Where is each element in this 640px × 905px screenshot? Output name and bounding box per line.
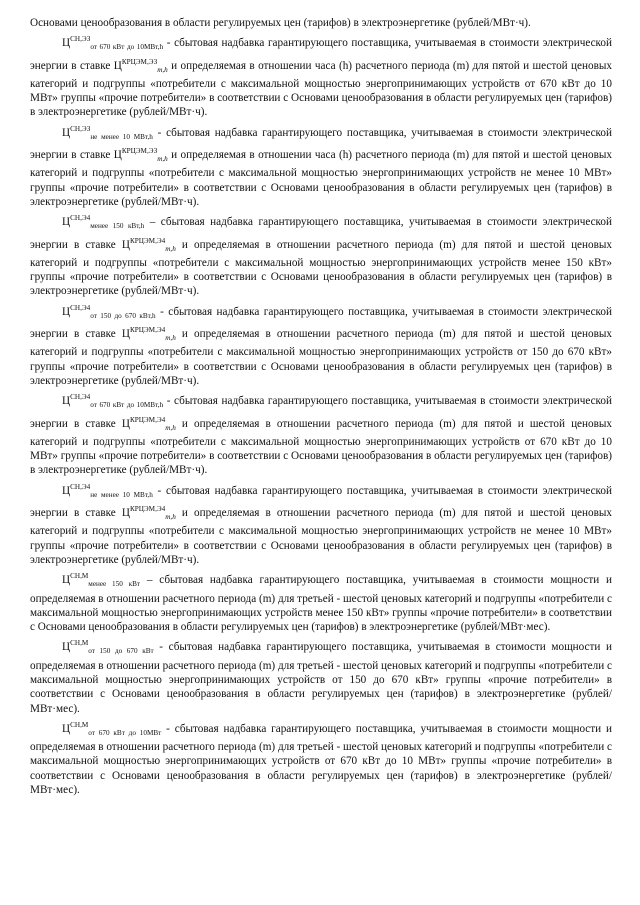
definition-paragraph bbox=[30, 390, 612, 477]
paragraph-text: - сбытовая надбавка гарантирующего поставщика, учитываемая в стоимости электрической энергии в ставке bbox=[30, 395, 612, 430]
paragraph-text: - сбытовая надбавка гарантирующего поставщика, учитываемая в стоимости электрической энергии в ставке bbox=[30, 126, 612, 162]
paragraph-text: и определяемая в отношении часа (h) расчетного периода (m) для пятой и шестой ценовых категорий и подгруппы «потребители с максимальной мощностью энергопринимающих устройств от 670 кВт до 10 МВт» группы «прочие потребители» в соответствии с Основами ценообразования в области регулируемых цен (тарифов) в электроэнергетике (рублей/МВт·ч). bbox=[30, 59, 612, 119]
paragraph-text: и определяемая в отношении часа (h) расчетного периода (m) для пятой и шестой ценовых категорий и подгруппы «потребители с максимальной мощностью энергопринимающих устройств не менее 10 МВт» группы «прочие потребители» в соответствии с Основами ценообразования в области регулируемых цен (тарифов) в электроэнергетике (рублей/МВт·ч). bbox=[30, 149, 612, 208]
paragraph-text: - сбытовая надбавка гарантирующего поставщика, учитываемая в стоимости мощности и определяемая в отношении расчетного периода (m) для третьей - шестой ценовых категорий и подгруппы «потребители с максимальной мощностью энергопринимающих устройств от 150 до 670 кВт» группы «прочие потребители» в соответствии с Основами ценообразования в области регулируемых цен (тарифов) в электроэнергетике (рублей/МВт·мес). bbox=[30, 641, 612, 715]
definition-paragraph bbox=[30, 480, 612, 567]
formula-symbol: $Ц^{СН,Э4}_{от 670 кВт до 10МВт,h}$ bbox=[62, 393, 164, 410]
formula-symbol: $Ц^{КРЦЭМ,Э4}_{m,h}$ bbox=[121, 415, 176, 432]
formula-symbol: $Ц^{КРЦЭМ,Э4}_{m,h}$ bbox=[121, 236, 176, 253]
paragraph-continuation bbox=[30, 16, 612, 30]
definition-paragraph bbox=[30, 636, 612, 715]
definition-paragraph bbox=[30, 718, 612, 797]
document-page bbox=[30, 16, 612, 799]
formula-symbol: $Ц^{КРЦЭМ,ЭЗ}_{m,h}$ bbox=[113, 57, 168, 74]
paragraph-text: и определяемая в отношении расчетного периода (m) для пятой и шестой ценовых категорий и подгруппы «потребители с максимальной мощностью энергопринимающих устройств не менее 10 МВт» группы «прочие потребители» в соответствии с Основами ценообразования в области регулируемых цен (тарифов) в электроэнергетике (рублей/МВт·ч). bbox=[30, 507, 612, 566]
formula-symbol: $Ц^{СН,Э4}_{не менее 10 МВт,h}$ bbox=[62, 482, 153, 499]
formula-symbol: $Ц^{СН,ЭЗ}_{от 670 кВт до 10МВт,h}$ bbox=[62, 35, 164, 52]
formula-symbol: $Ц^{КРЦЭМ,Э4}_{m,h}$ bbox=[121, 326, 176, 343]
formula-symbol: $Ц^{КРЦЭМ,ЭЗ}_{m,h}$ bbox=[113, 147, 168, 164]
definition-paragraph bbox=[30, 301, 612, 388]
paragraph-text: и определяемая в отношении расчетного периода (m) для пятой и шестой ценовых категорий и подгруппы «потребители с максимальной мощностью энергопринимающих устройств от 670 кВт до 10 МВт» группы «прочие потребители» в соответствии с Основами ценообразования в области регулируемых цен (тарифов) в электроэнергетике (рублей/МВт·ч). bbox=[30, 417, 612, 477]
paragraph-text: – сбытовая надбавка гарантирующего поставщика, учитываемая в стоимости электрической энергии в ставке bbox=[30, 216, 612, 251]
formula-symbol: $Ц^{СН,М}_{от 670 кВт до 10МВт}$ bbox=[62, 720, 162, 737]
definition-paragraph bbox=[30, 569, 612, 634]
paragraph-text: - сбытовая надбавка гарантирующего поставщика, учитываемая в стоимости электрической энергии в ставке bbox=[30, 484, 612, 520]
paragraph-text: и определяемая в отношении расчетного периода (m) для пятой и шестой ценовых категорий и подгруппы «потребители с максимальной мощностью энергопринимающих устройств от 150 до 670 кВт» группы «прочие потребители» в соответствии с Основами ценообразования в области регулируемых цен (тарифов) в электроэнергетике (рублей/МВт·ч). bbox=[30, 328, 612, 387]
paragraph-text: Основами ценообразования в области регулируемых цен (тарифов) в электроэнергетике (рублей/МВт·ч). bbox=[30, 17, 531, 29]
formula-symbol: $Ц^{СН,Э4}_{от 150 до 670 кВт,h}$ bbox=[62, 303, 156, 320]
paragraph-text: и определяемая в отношении расчетного периода (m) для пятой и шестой ценовых категорий и подгруппы «потребители с максимальной мощностью энергопринимающих устройств менее 150 кВт» группы «прочие потребители» в соответствии с Основами ценообразования в области регулируемых цен (тарифов) в электроэнергетике (рублей/МВт·ч). bbox=[30, 238, 612, 298]
formula-symbol: $Ц^{СН,Э4}_{менее 150 кВт,h}$ bbox=[62, 214, 145, 231]
formula-symbol: $Ц^{СН,М}_{от 150 до 670 кВт}$ bbox=[62, 639, 154, 656]
paragraph-text: - сбытовая надбавка гарантирующего поставщика, учитываемая в стоимости мощности и определяемая в отношении расчетного периода (m) для третьей - шестой ценовых категорий и подгруппы «потребители с максимальной мощностью энергопринимающих устройств от 670 кВт до 10 МВт» группы «прочие потребители» в соответствии с Основами ценообразования в области регулируемых цен (тарифов) в электроэнергетике (рублей/МВт·мес). bbox=[30, 722, 612, 797]
formula-symbol: $Ц^{СН,М}_{менее 150 кВт}$ bbox=[62, 572, 141, 589]
formula-symbol: $Ц^{КРЦЭМ,Э4}_{m,h}$ bbox=[121, 505, 176, 522]
definition-paragraph bbox=[30, 32, 612, 119]
paragraph-text: - сбытовая надбавка гарантирующего поставщика, учитываемая в стоимости электрической энергии в ставке bbox=[30, 37, 612, 72]
formula-symbol: $Ц^{СН,ЭЗ}_{не менее 10 МВт,h}$ bbox=[62, 124, 153, 141]
definition-paragraph bbox=[30, 211, 612, 298]
paragraph-text: – сбытовая надбавка гарантирующего поставщика, учитываемая в стоимости мощности и определяемая в отношении расчетного периода (m) для третьей - шестой ценовых категорий и подгруппы «потребители с максимальной мощностью энергопринимающих устройств менее 150 кВт» группы «прочие потребители» в соответствии с Основами ценообразования в области регулируемых цен (тарифов) в электроэнергетике (рублей/МВт·мес). bbox=[30, 574, 612, 634]
paragraph-text: - сбытовая надбавка гарантирующего поставщика, учитываемая в стоимости электрической энергии в ставке bbox=[30, 305, 612, 341]
definition-paragraph bbox=[30, 122, 612, 209]
